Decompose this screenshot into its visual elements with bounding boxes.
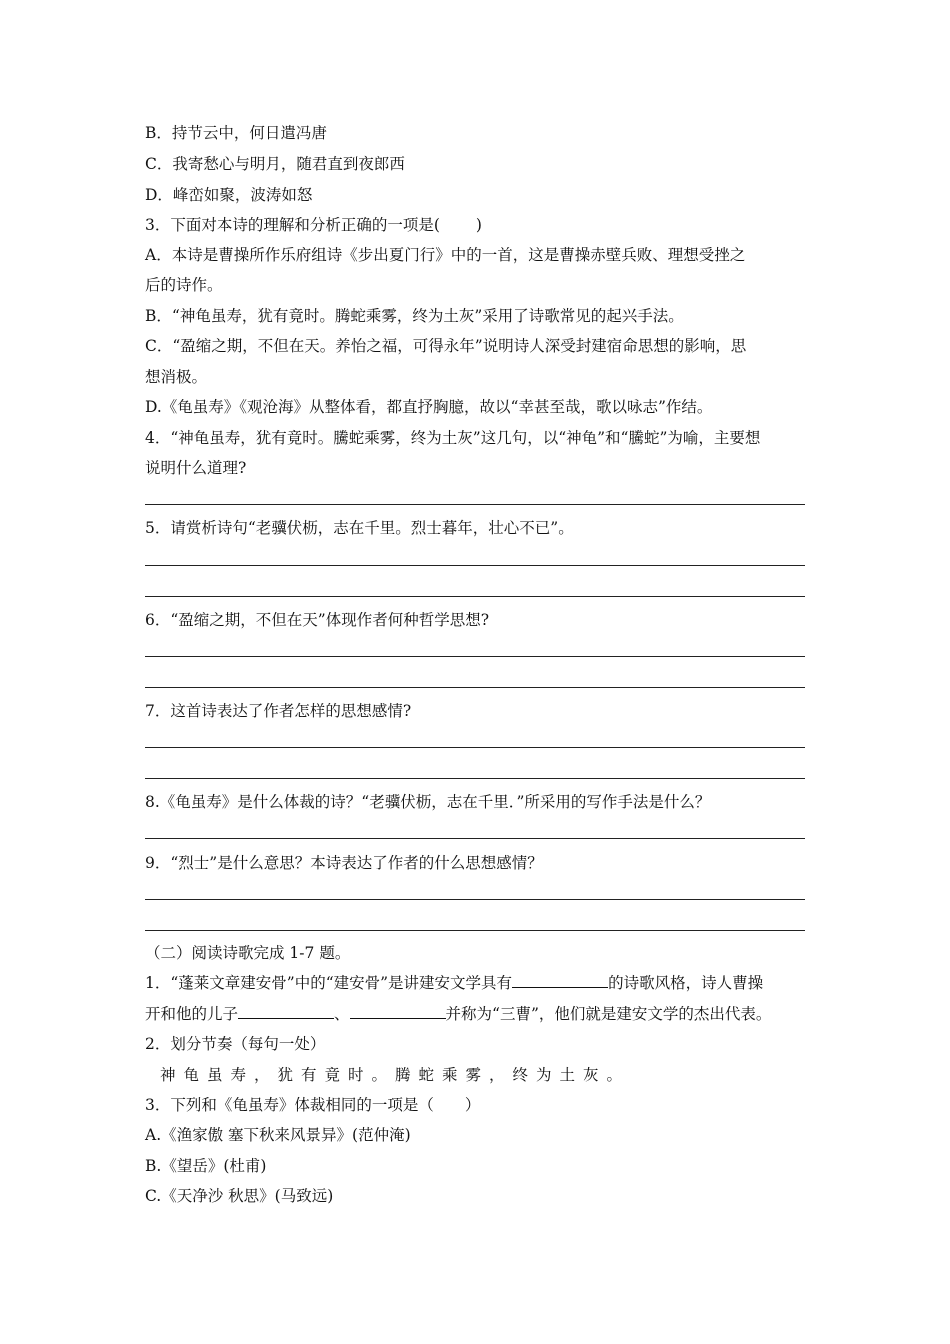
question-3: 3．下面对本诗的理解和分析正确的一项是( ) — [145, 216, 482, 234]
q3-option-c-line2: 想消极。 — [145, 368, 208, 386]
question-6: 6．“盈缩之期，不但在天”体现作者何种哲学思想? — [145, 611, 490, 629]
question-7: 7．这首诗表达了作者怎样的思想感情? — [145, 702, 412, 720]
option-c-prev: C．我寄愁心与明月，随君直到夜郎西 — [145, 155, 405, 173]
answer-line — [145, 838, 805, 839]
section-2-heading: （二）阅读诗歌完成 1-7 题。 — [145, 944, 351, 962]
answer-line — [145, 747, 805, 748]
part2-question-3: 3．下列和《龟虽寿》体裁相同的一项是（ ） — [145, 1096, 481, 1114]
question-5: 5．请赏析诗句“老骥伏枥，志在千里。烈士暮年，壮心不已”。 — [145, 519, 574, 537]
q3-option-c-line1: C．“盈缩之期，不但在天。养怡之福，可得永年”说明诗人深受封建宿命思想的影响，思 — [145, 337, 747, 355]
part2-q3-option-c: C.《天净沙 秋思》(马致远) — [145, 1187, 334, 1205]
question-8: 8.《龟虽寿》是什么体裁的诗？“老骥伏枥，志在千里．”所采用的写作手法是什么？ — [145, 793, 711, 811]
option-b-prev: B．持节云中，何日遣冯唐 — [145, 124, 327, 142]
fill-blank[interactable] — [238, 1003, 334, 1019]
question-4-line2: 说明什么道理? — [145, 459, 247, 477]
q3-option-a-line1: A．本诗是曹操所作乐府组诗《步出夏门行》中的一首，这是曹操赤壁兵败、理想受挫之 — [145, 246, 746, 264]
answer-line — [145, 687, 805, 688]
answer-line — [145, 656, 805, 657]
answer-line — [145, 504, 805, 505]
part2-question-1-line1: 1．“蓬莱文章建安骨”中的“建安骨”是讲建安文学具有 的诗歌风格，诗人曹操 — [145, 974, 764, 992]
part2-question-1-line2: 开和他的儿子 、 并称为“三曹”，他们就是建安文学的杰出代表。 — [145, 1005, 772, 1023]
part2-question-2: 2．划分节奏（每句一处） — [145, 1035, 326, 1053]
q3-option-d: D.《龟虽寿》《观沧海》从整体看，都直抒胸臆，故以“幸甚至哉，歌以咏志”作结。 — [145, 398, 713, 416]
poem-line: 神龟虽寿，犹有竟时。腾蛇乘雾，终为土灰。 — [160, 1066, 631, 1084]
answer-line — [145, 930, 805, 931]
answer-line — [145, 596, 805, 597]
option-d-prev: D．峰峦如聚，波涛如怒 — [145, 186, 313, 204]
answer-line — [145, 899, 805, 900]
fill-blank[interactable] — [350, 1003, 446, 1019]
part2-q3-option-b: B.《望岳》(杜甫) — [145, 1157, 267, 1175]
q3-option-a-line2: 后的诗作。 — [145, 276, 223, 294]
question-4-line1: 4．“神龟虽寿，犹有竟时。騰蛇乘雾，终为土灰”这几句，以“神龟”和“騰蛇”为喻，主要想 — [145, 429, 761, 447]
question-9: 9．“烈士”是什么意思？本诗表达了作者的什么思想感情？ — [145, 854, 543, 872]
part2-q3-option-a: A.《渔家傲 塞下秋来风景异》(范仲淹) — [145, 1126, 411, 1144]
answer-line — [145, 778, 805, 779]
answer-line — [145, 565, 805, 566]
fill-blank[interactable] — [512, 972, 608, 988]
q3-option-b: B．“神龟虽寿，犹有竟时。腾蛇乘雾，终为土灰”采用了诗歌常见的起兴手法。 — [145, 307, 684, 325]
